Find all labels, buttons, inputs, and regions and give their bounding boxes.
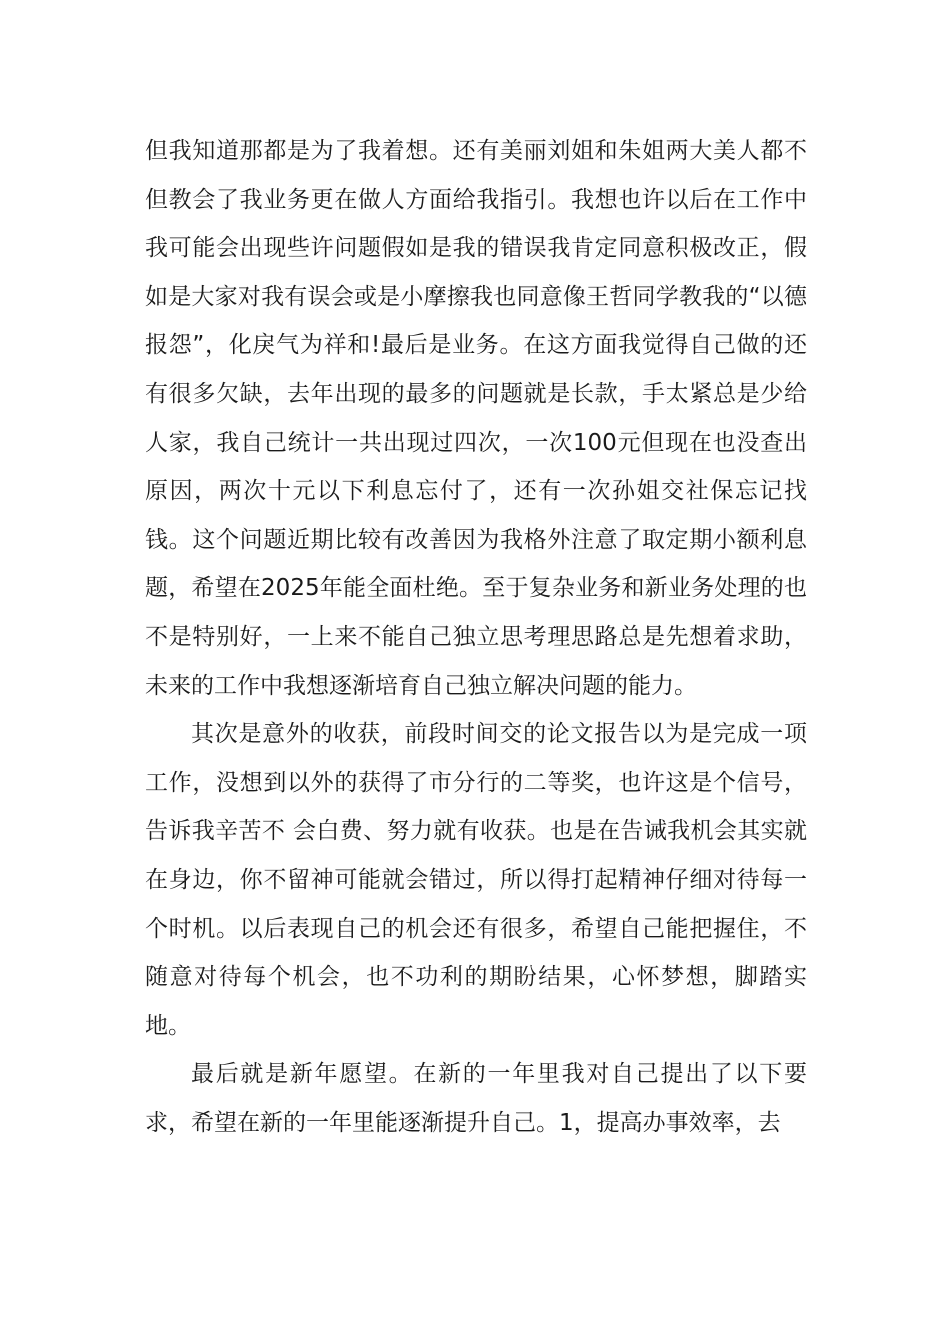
paragraph-1: 但我知道那都是为了我着想。还有美丽刘姐和朱姐两大美人都不但教会了我业务更在做人方面给我指引。我想也许以后在工作中我可能会出现些许问题假如是我的错误我肯定同意积极改正，假如是大家对我有误会或是小摩擦我也同意像王哲同学教我的“以德报怨”，化戾气为祥和!最后是业务。在这方面我觉得自己做的还有很多欠缺，去年出现的最多的问题就是长款，手太紧总是少给人家，我自己统计一共出现过四次，一次100元但现在也没查出原因，两次十元以下利息忘付了，还有一次孙姐交社保忘记找钱。这个问题近期比较有改善因为我格外注意了取定期小额利息题，希望在2025年能全面杜绝。至于复杂业务和新业务处理的也不是特别好，一上来不能自己独立思考理思路总是先想着求助，未来的工作中我想逐渐培育自己独立解决问题的能力。 bbox=[145, 138, 807, 699]
paragraph-2: 其次是意外的收获，前段时间交的论文报告以为是完成一项工作，没想到以外的获得了市分行的二等奖，也许这是个信号，告诉我辛苦不 会白费、努力就有收获。也是在告诫我机会其实就在身边，你不留神可能就会错过，所以得打起精神仔细对待每一个时机。以后表现自己的机会还有很多，希望自己能把握住，不随意对待每个机会，也不功利的期盼结果，心怀梦想，脚踏实地。 bbox=[145, 721, 807, 1039]
paragraph-3: 最后就是新年愿望。在新的一年里我对自己提出了以下要求，希望在新的一年里能逐渐提升自己。1，提高办事效率，去 bbox=[145, 1061, 807, 1136]
document-body bbox=[145, 127, 807, 1147]
